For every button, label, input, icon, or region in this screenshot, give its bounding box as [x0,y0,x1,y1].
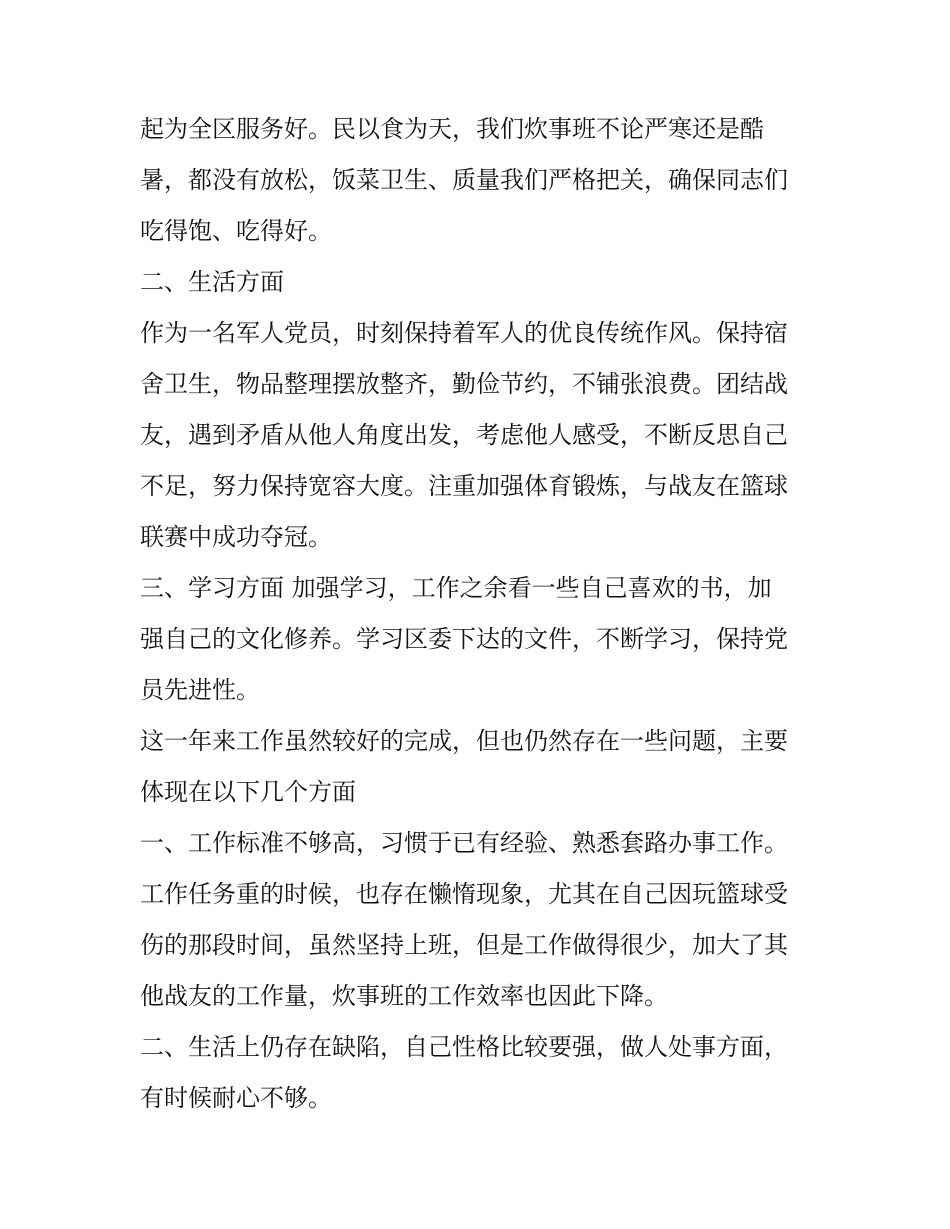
text-line: 他战友的工作量，炊事班的工作效率也因此下降。 [140,982,668,1010]
section-heading: 三、学习方面 加强学习，工作之余看一些自己喜欢的书，加 [140,574,772,602]
text-line: 吃得饱、吃得好。 [140,217,332,245]
text-line: 工作任务重的时候，也存在懒惰现象，尤其在自己因玩篮球受 [140,880,788,908]
text-line: 起为全区服务好。民以食为天，我们炊事班不论严寒还是酷 [140,115,764,143]
text-line: 员先进性。 [140,676,260,704]
text-line: 强自己的文化修养。学习区委下达的文件，不断学习，保持党 [140,625,788,653]
text-line: 有时候耐心不够。 [140,1084,332,1112]
text-line: 暑，都没有放松，饭菜卫生、质量我们严格把关，确保同志们 [140,166,788,194]
text-line: 二、生活上仍存在缺陷，自己性格比较要强，做人处事方面， [140,1033,788,1061]
document-body [140,104,820,1124]
section-heading: 二、生活方面 [140,268,284,296]
text-line: 伤的那段时间，虽然坚持上班，但是工作做得很少，加大了其 [140,931,788,959]
text-line: 不足，努力保持宽容大度。注重加强体育锻炼，与战友在篮球 [140,472,788,500]
text-line: 友，遇到矛盾从他人角度出发，考虑他人感受，不断反思自己 [140,421,788,449]
text-line: 作为一名军人党员，时刻保持着军人的优良传统作风。保持宿 [140,319,788,347]
text-line: 舍卫生，物品整理摆放整齐，勤俭节约，不铺张浪费。团结战 [140,370,788,398]
text-line: 一、工作标准不够高，习惯于已有经验、熟悉套路办事工作。 [140,829,788,857]
text-line: 这一年来工作虽然较好的完成，但也仍然存在一些问题，主要 [140,727,788,755]
text-line: 联赛中成功夺冠。 [140,523,332,551]
text-line: 体现在以下几个方面 [140,778,356,806]
